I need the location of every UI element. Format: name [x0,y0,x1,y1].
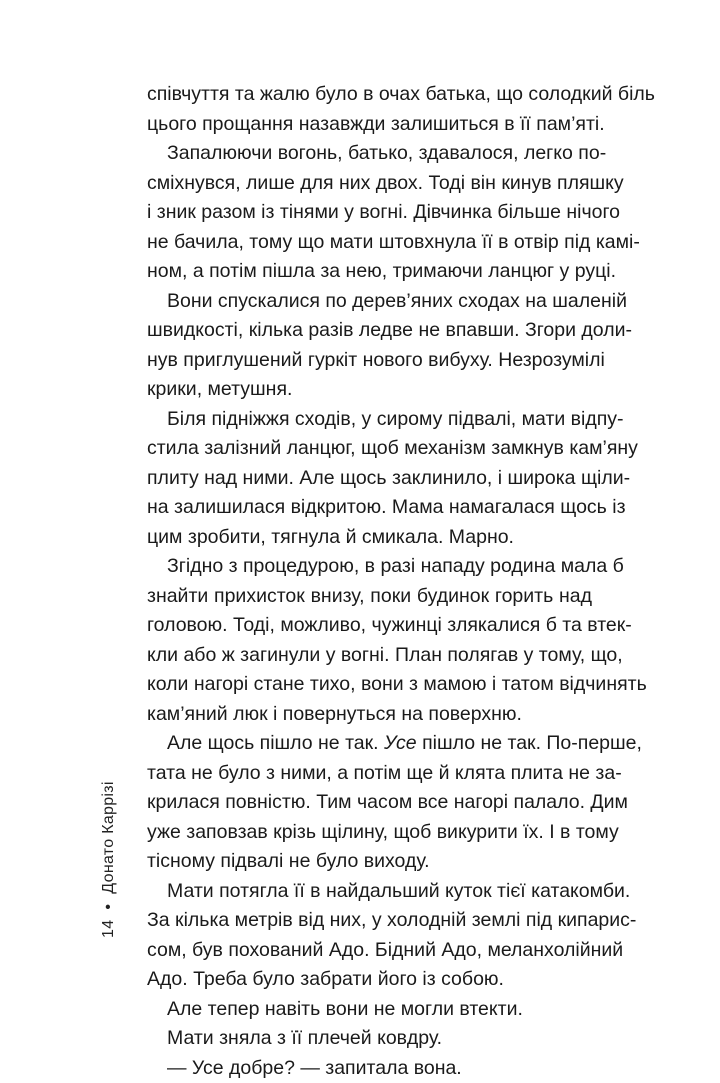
author-name: Донато Каррізі [100,781,117,893]
text-line: нув приглушений гуркіт нового вибуху. Незрозумілі [147,346,592,376]
text-line: За кілька метрів від них, у холодній землі під кипарис- [147,906,592,936]
text-line: і зник разом із тінями у вогні. Дівчинка більше нічого [147,198,592,228]
paragraph [147,729,592,877]
text-line: Згідно з процедурою, в разі нападу родина мала б [147,552,592,582]
text-line: ном, а потім пішла за нею, тримаючи ланцюг у руці. [147,257,592,287]
text-line: Адо. Треба було забрати його із собою. [147,965,592,995]
page-number: 14 [100,920,117,938]
text-line: крилася повністю. Тим часом все нагорі палало. Дим [147,788,592,818]
paragraph [147,80,592,139]
running-head [100,781,118,938]
text-line: тата не було з ними, а потім ще й клята плита не за- [147,759,592,789]
paragraph [147,995,592,1025]
text-line: Мати зняла з її плечей ковдру. [147,1024,592,1054]
text-line: Вони спускалися по дерев’яних сходах на шаленій [147,287,592,317]
emphasized-word: Усе [384,732,417,754]
text-line: цього прощання назавжди залишиться в її пам’яті. [147,110,592,140]
text-line: Біля підніжжя сходів, у сирому підвалі, мати відпу- [147,405,592,435]
text-line: кам’яний люк і повернуться на поверхню. [147,700,592,730]
paragraph [147,877,592,995]
paragraph [147,552,592,729]
text-line: уже заповзав крізь щілину, щоб викурити їх. І в тому [147,818,592,848]
text-line: Мати потягла її в найдальший куток тієї катакомби. [147,877,592,907]
paragraph [147,139,592,287]
text-line: сом, був похований Адо. Бідний Адо, меланхолійний [147,936,592,966]
body-text [147,80,592,1083]
text-line: цим зробити, тягнула й смикала. Марно. [147,523,592,553]
text-line: сміхнувся, лише для них двох. Тоді він кинув пляшку [147,169,592,199]
text-line: знайти прихисток внизу, поки будинок горить над [147,582,592,612]
text-line: співчуття та жалю було в очах батька, що солодкий біль [147,80,592,110]
paragraph [147,1054,592,1083]
text-line: Але тепер навіть вони не могли втекти. [147,995,592,1025]
text-line: крики, метушня. [147,375,592,405]
text-line: стила залізний ланцюг, щоб механізм замкнув кам’яну [147,434,592,464]
paragraph [147,287,592,405]
text-line: Запалюючи вогонь, батько, здавалося, легко по- [147,139,592,169]
text-line: тісному підвалі не було виходу. [147,847,592,877]
text-line [147,729,592,759]
paragraph [147,405,592,553]
text-line: не бачила, тому що мати штовхнула її в отвір під камі- [147,228,592,258]
text-line: на залишилася відкритою. Мама намагалася щось із [147,493,592,523]
text-line: плиту над ними. Але щось заклинило, і широка щіли- [147,464,592,494]
text-line: кли або ж загинули у вогні. План полягав у тому, що, [147,641,592,671]
text-fragment: пішло не так. По-перше, [422,732,642,754]
text-line: швидкості, кілька разів ледве не впавши. Згори доли- [147,316,592,346]
text-line: головою. Тоді, можливо, чужинці злякалися б та втек- [147,611,592,641]
paragraph [147,1024,592,1054]
text-line: коли нагорі стане тихо, вони з мамою і татом відчинять [147,670,592,700]
text-line: — Усе добре? — запитала вона. [147,1054,592,1083]
separator-bullet: • [100,904,117,910]
text-fragment: Але щось пішло не так. [167,732,379,754]
